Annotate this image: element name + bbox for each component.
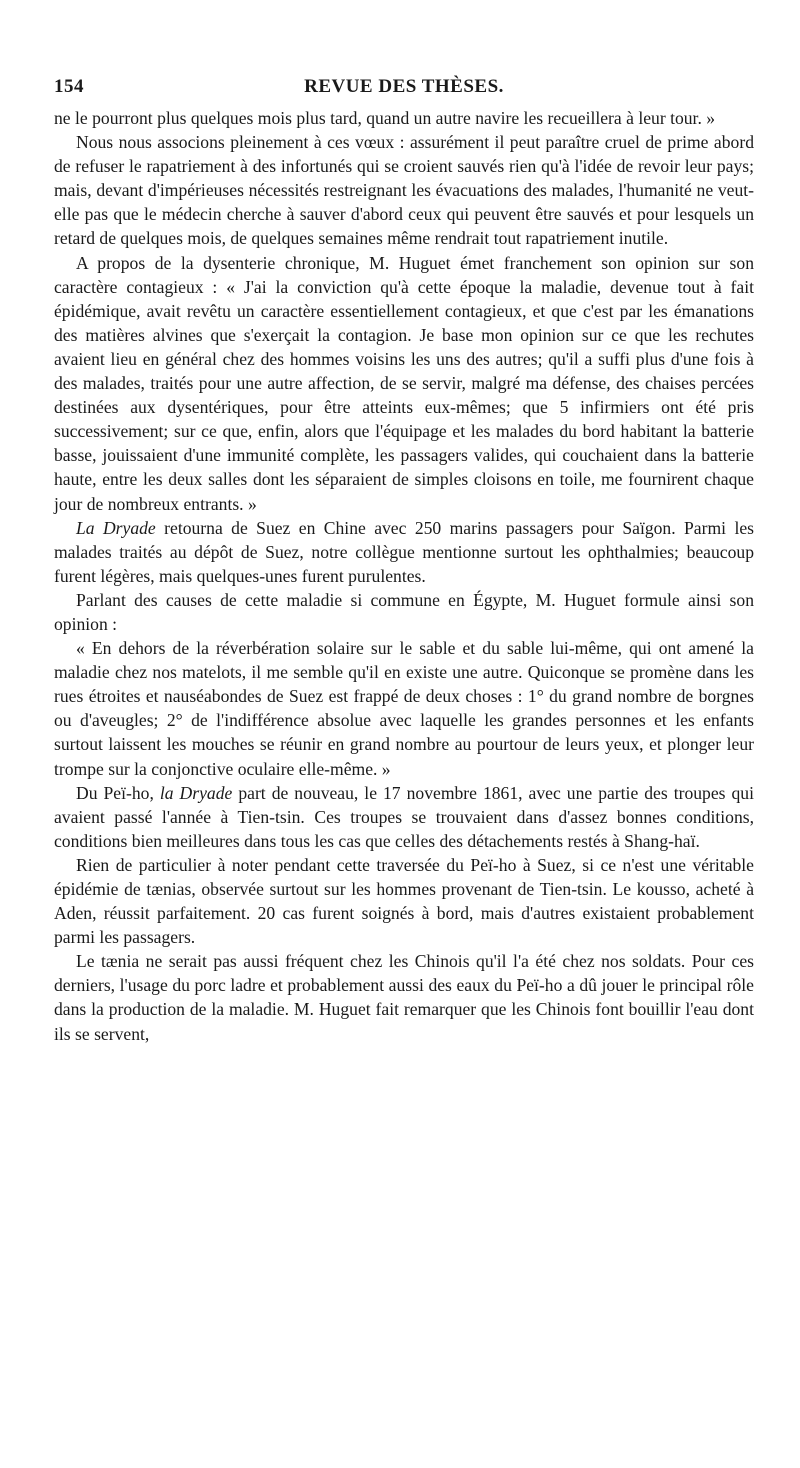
- paragraph-text: Parlant des causes de cette maladie si commune en Égypte, M. Huguet formule ainsi son opinion :: [54, 589, 754, 634]
- paragraph: [54, 588, 754, 636]
- paragraph: [54, 106, 754, 130]
- paragraph-text: Rien de particulier à noter pendant cette traversée du Peï-ho à Suez, si ce n'est une véritable épidémie de tænias, observée surtout sur les hommes provenant de Tien-tsin. Le kousso, acheté à Aden, réussit parfaitement. 20 cas furent soignés à bord, mais d'autres existaient probablement parmi les passagers.: [54, 854, 754, 948]
- paragraph: [54, 251, 754, 516]
- paragraph-text: « En dehors de la réverbération solaire sur le sable et du sable lui-même, qui ont amené la maladie chez nos matelots, il me semble qu'il en existe une autre. Quiconque se promène dans les rues étroites et nauséabondes de Suez est frappé de deux choses : 1° du grand nombre de borgnes ou d'aveugles; 2° de l'indifférence absolue avec laquelle les grandes personnes et les enfants surtout laissent les mouches se réunir en grand nombre au pourtour de leurs yeux, et plonger leur trompe sur la conjonctive oculaire elle-même. »: [54, 638, 754, 779]
- paragraph-text: Nous nous associons pleinement à ces vœux : assurément il peut paraître cruel de prime abord de refuser le rapatriement à des infortunés qui se croient sauvés rien qu'à l'idée de revoir leur pays; mais, devant d'impérieuses nécessités restreignant les évacuations des malades, l'humanité ne veut-elle pas que le médecin cherche à sauver d'abord ceux qui peuvent être sauvés et pour lesquels un retard de quelques mois, de quelques semaines même rendrait tout rapatriement inutile.: [54, 132, 754, 249]
- paragraph: [54, 636, 754, 781]
- paragraph-text: part de nouveau, le 17 novembre 1861, avec une partie des troupes qui avaient passé l'année à Tien-tsin. Ces troupes se trouvaient dans d'assez bonnes conditions, conditions bien meilleures dans tous les cas que celles des détachements restés à Shang-haï.: [54, 782, 754, 851]
- paragraph: [54, 853, 754, 949]
- paragraph: [54, 781, 754, 853]
- page-number: 154: [54, 76, 84, 97]
- ship-name: La Dryade: [76, 517, 156, 538]
- paragraph: [54, 516, 754, 588]
- paragraph-text: ne le pourront plus quelques mois plus tard, quand un autre navire les recueillera à leur tour. »: [54, 108, 716, 128]
- book-page: [54, 76, 754, 1046]
- running-head: [54, 76, 754, 106]
- paragraph: [54, 949, 754, 1045]
- paragraph-text: Le tænia ne serait pas aussi fréquent chez les Chinois qu'il l'a été chez nos soldats. Pour ces derniers, l'usage du porc ladre et probablement aussi des eaux du Peï-ho a dû jouer le principal rôle dans la production de la maladie. M. Huguet fait remarquer que les Chinois font bouillir l'eau dont ils se servent,: [54, 951, 754, 1044]
- paragraph-text: retourna de Suez en Chine avec 250 marins passagers pour Saïgon. Parmi les malades traités au dépôt de Suez, notre collègue mentionne surtout les ophthalmies; beaucoup furent légères, mais quelques-unes furent purulentes.: [54, 517, 754, 586]
- journal-title: REVUE DES THÈSES.: [304, 76, 504, 97]
- paragraph-text: A propos de la dysenterie chronique, M. Huguet émet franchement son opinion sur son caractère contagieux : « J'ai la conviction qu'à cette époque la maladie, devenue tout à fait épidémique, avait revêtu un caractère essentiellement contagieux, et que c'est par les émanations des matières alvines que s'exerçait la contagion. Je base mon opinion sur ce que les rechutes avaient lieu en général chez des hommes voisins les uns des autres; qu'il a suffi plus d'une fois à des malades, traités pour une autre affection, de se servir, malgré ma défense, des chaises percées destinées aux dysentériques, pour être atteints eux-mêmes; que 5 infirmiers ont été pris successivement; sur ce que, enfin, alors que l'équipage et les malades du bord habitant la batterie basse, jouissaient d'une immunité complète, les passagers valides, qui couchaient dans la batterie haute, entre les deux salles dont les séparaient de simples cloisons en toile, me fournirent chaque jour de nombreux entrants. »: [54, 252, 754, 514]
- body-text: [54, 106, 754, 1046]
- paragraph: [54, 130, 754, 250]
- ship-name: la Dryade: [159, 782, 233, 803]
- paragraph-text: Du Peï-ho,: [76, 782, 160, 803]
